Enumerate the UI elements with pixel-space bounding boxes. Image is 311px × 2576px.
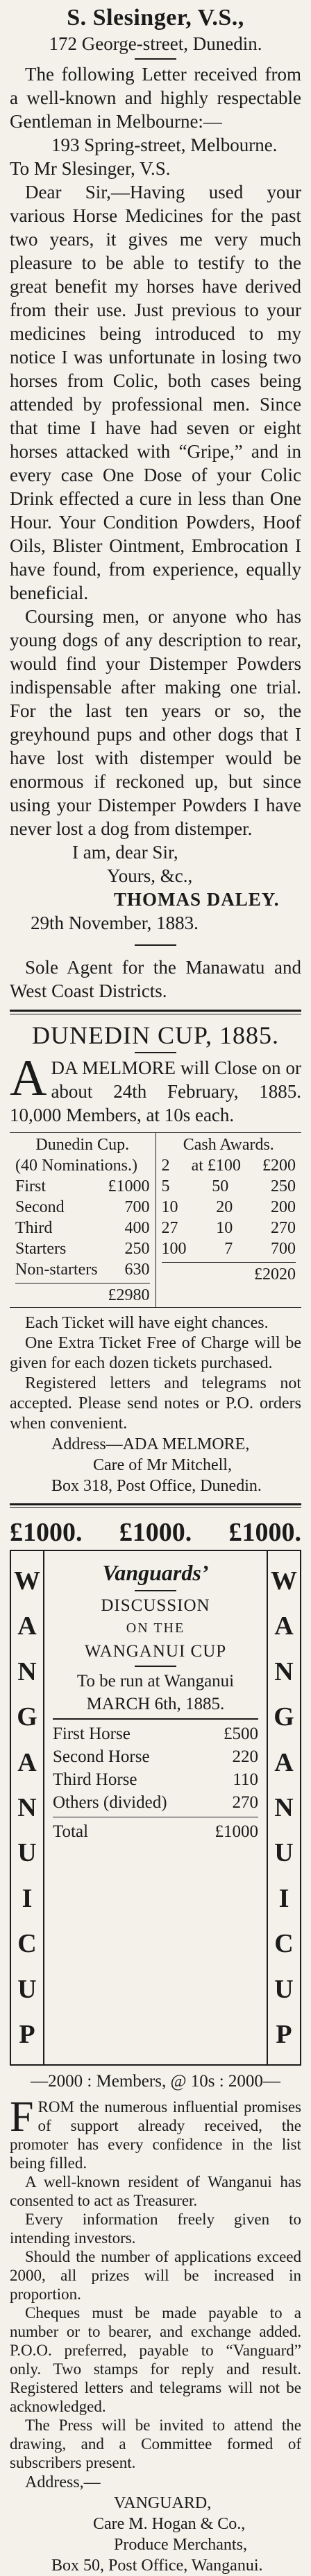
sender-address: 193 Spring-street, Melbourne. [51,135,278,155]
advert-heading: S. Slesinger, V.S., [67,5,244,31]
cup-row [15,1176,150,1197]
side-letter: A [274,1611,294,1641]
total-amount: £2980 [108,1286,150,1304]
prize-row [53,1745,258,1768]
box-title: Vanguards’ [102,1560,209,1585]
intro-block [10,1050,301,1127]
side-letter: N [274,1792,294,1822]
award-row [162,1197,296,1218]
side-letter: P [19,2020,35,2050]
drop-cap: F [10,2093,34,2141]
divider [135,1052,176,1053]
award-qty: 100 [161,1240,187,1258]
side-letter: C [17,1929,37,1959]
letter-closing: I am, dear Sir, [72,842,178,863]
prize-amount-banner [10,1515,301,1550]
cup-column [10,1133,156,1307]
award-each: at £100 [191,1157,241,1175]
side-letter: U [274,1974,294,2004]
prize-row [53,1768,258,1791]
award-amount: 200 [271,1198,296,1216]
banner-amount: £1000. [119,1518,192,1547]
divider [53,1718,258,1720]
total-amount: £1000 [215,1822,258,1841]
row-label: Non-starters [15,1261,98,1279]
side-letter: U [274,1838,294,1868]
total-row [15,1283,150,1306]
prize-label: First Horse [53,1724,131,1743]
address-line: Care M. Hogan & Co., [93,2515,246,2533]
intro-text: DA MELMORE will Close on or about 24th February, 1885. 10,000 Members, at 10s each. [10,1057,301,1125]
cup-name: WANGANUI CUP [84,1642,227,1661]
banner-amount: £1000. [10,1518,83,1547]
row-amount: 250 [124,1240,150,1258]
total-label: Total [53,1822,89,1841]
discussion-label: DISCUSSION [101,1596,210,1615]
bordered-box [10,1550,301,2066]
prize-label: Third Horse [53,1770,137,1789]
award-qty: 2 [161,1157,170,1175]
agent-notice: Sole Agent for the Manawatu and West Coast Districts. [10,957,301,1001]
letter-yours: Yours, &c., [107,865,193,886]
prize-label: Second Horse [53,1747,150,1766]
award-row [162,1238,296,1259]
cup-row [15,1218,150,1238]
column-heading: Cash Awards. [183,1136,274,1154]
total-row [162,1262,296,1285]
run-date: MARCH 6th, 1885. [86,1695,225,1713]
column-subheading: (40 Nominations.) [15,1157,137,1175]
award-row [162,1176,296,1197]
side-letter: G [274,1702,294,1732]
drop-cap: A [10,1050,47,1107]
notice-paragraph: One Extra Ticket Free of Charge will be given for each dozen tickets purchased. [10,1334,301,1372]
award-amount: 700 [271,1240,296,1258]
side-letter: I [22,1883,33,1913]
address-line: Produce Merchants, [114,2536,247,2554]
advert-heading: DUNEDIN CUP, 1885. [31,1021,279,1049]
letter-paragraph: Coursing men, or anyone who has young dogs of any description to rear, would find your Distemper Powders indispensable after making one trial. For the last ten years or so, the greyhound pups and other dogs that I have lost with distemper would be enormous if reckoned up, but since using your Distemper Powders I have never lost a dog from distemper. [10,606,301,839]
cup-row [15,1259,150,1280]
divider [135,944,176,946]
side-letter: W [14,1566,40,1596]
prize-amount: 270 [232,1793,258,1812]
letter-signature: THOMAS DALEY. [114,889,280,910]
award-amount: 250 [271,1177,296,1195]
box-content [44,1551,267,2064]
address-line: Address—ADA MELMORE, [51,1435,250,1453]
row-label: Starters [15,1240,67,1258]
notice-paragraph: Every information freely given to intending investors. [10,2211,301,2247]
award-amount: 270 [271,1219,296,1237]
letter-intro: The following Letter received from a well-known and highly respectable Gentleman in Melbourne:— [10,64,301,132]
letter-paragraph: Dear Sir,—Having used your various Horse Medicines for the past two years, it gives me very much pleasure to be able to testify to the great benefit my horses have derived from their use. Just previous to your medicines being introduced to my notice I was unfortunate in losing two horses from Colic, both cases being attended by professional men. Since that time I have had seven or eight horses attacked with “Gripe,” and in every case One Dose of your Colic Drink effected a cure in less than One Hour. Your Condition Powders, Hoof Oils, Blister Ointment, Embrocation I have found, from experience, equally beneficial. [10,182,301,603]
award-each: 20 [216,1198,233,1216]
banner-amount: £1000. [228,1518,301,1547]
prize-list [53,1722,258,1814]
side-letter: U [17,1974,37,2004]
side-letter: P [276,2020,292,2050]
address-line: VANGUARD, [114,2494,212,2512]
notice-paragraph: Registered letters and telegrams not accepted. Please send notes or P.O. orders when convenient. [10,1374,301,1433]
row-label: Second [15,1198,65,1216]
address-line: Care of Mr Mitchell, [93,1456,232,1474]
award-rows [162,1155,296,1259]
side-letter: N [17,1792,37,1822]
notice-paragraph: Cheques must be made payable to a number or to bearer, and exchange added. P.O.O. preferred, payable to “Vanguard” only. Two stamps for reply and result. Registered letters and telegrams will not be acknowledged. [10,2304,301,2415]
side-letter: U [17,1838,37,1868]
dunedin-cup-advert [10,1021,301,1496]
total-row [53,1817,258,1843]
row-label: First [15,1177,47,1195]
notice-paragraph: Each Ticket will have eight chances. [25,1314,269,1332]
prize-label: Others (divided) [53,1793,167,1812]
address-label: Address,— [25,2473,101,2491]
vanguard-advert [10,1515,301,2576]
award-qty: 27 [161,1219,178,1237]
awards-column [156,1133,302,1307]
on-the-label: ON THE [126,1620,185,1636]
divider [135,1590,176,1591]
address-line: Box 50, Post Office, Wanganui. [51,2557,263,2575]
side-letter: I [278,1883,289,1913]
prize-amount: £500 [224,1724,258,1743]
side-letter: A [17,1611,37,1641]
row-amount: 700 [124,1198,150,1216]
column-heading: Dunedin Cup. [35,1136,130,1154]
notice-paragraph: The Press will be invited to attend the drawing, and a Committee formed of subscribers present. [10,2417,301,2471]
side-lettering-right [267,1551,300,2064]
award-each: 50 [212,1177,229,1195]
award-qty: 5 [161,1177,170,1195]
cup-rows [15,1176,150,1280]
cup-row [15,1197,150,1218]
divider [135,1666,176,1667]
divider [135,58,176,60]
row-amount: 630 [124,1261,150,1279]
award-row [162,1155,296,1176]
prize-amount: 220 [232,1747,258,1766]
prize-amount: 110 [233,1770,258,1789]
prize-row [53,1722,258,1745]
award-amount: £200 [262,1157,296,1175]
side-letter: W [271,1566,297,1596]
members-line: —2000 : Members, @ 10s : 2000— [31,2072,280,2091]
run-location: To be run at Wanganui [76,1672,235,1691]
intro-text: ROM the numerous influential promises of support already received, the promoter has every confidence in the list being filled. [10,2098,301,2172]
side-letter: N [274,1657,294,1686]
advert-address: 172 George-street, Dunedin. [49,33,262,54]
section-divider [10,1010,301,1014]
prize-row [53,1791,258,1814]
row-amount: 400 [124,1219,150,1237]
side-lettering-left [11,1551,44,2064]
letter-date: 29th November, 1883. [31,913,199,933]
total-amount: £2020 [254,1265,296,1283]
row-label: Third [15,1219,53,1237]
notice-paragraph: Should the number of applications exceed 2000, all prizes will be increased in proportion. [10,2248,301,2303]
side-letter: G [17,1702,37,1732]
award-row [162,1218,296,1238]
side-letter: C [274,1929,294,1959]
notice-paragraph: A well-known resident of Wanganui has consented to act as Treasurer. [10,2173,301,2209]
prize-table [10,1132,301,1308]
letter-recipient: To Mr Slesinger, V.S. [10,158,171,179]
side-letter: N [17,1657,37,1686]
slesinger-advert [10,4,301,1003]
award-qty: 10 [161,1198,178,1216]
award-each: 7 [224,1240,233,1258]
award-each: 10 [216,1219,233,1237]
side-letter: A [17,1747,37,1777]
intro-block [10,2093,301,2172]
row-amount: £1000 [108,1177,150,1195]
address-line: Box 318, Post Office, Dunedin. [51,1477,262,1495]
section-divider [10,1503,301,1508]
side-letter: A [274,1747,294,1777]
cup-row [15,1238,150,1259]
